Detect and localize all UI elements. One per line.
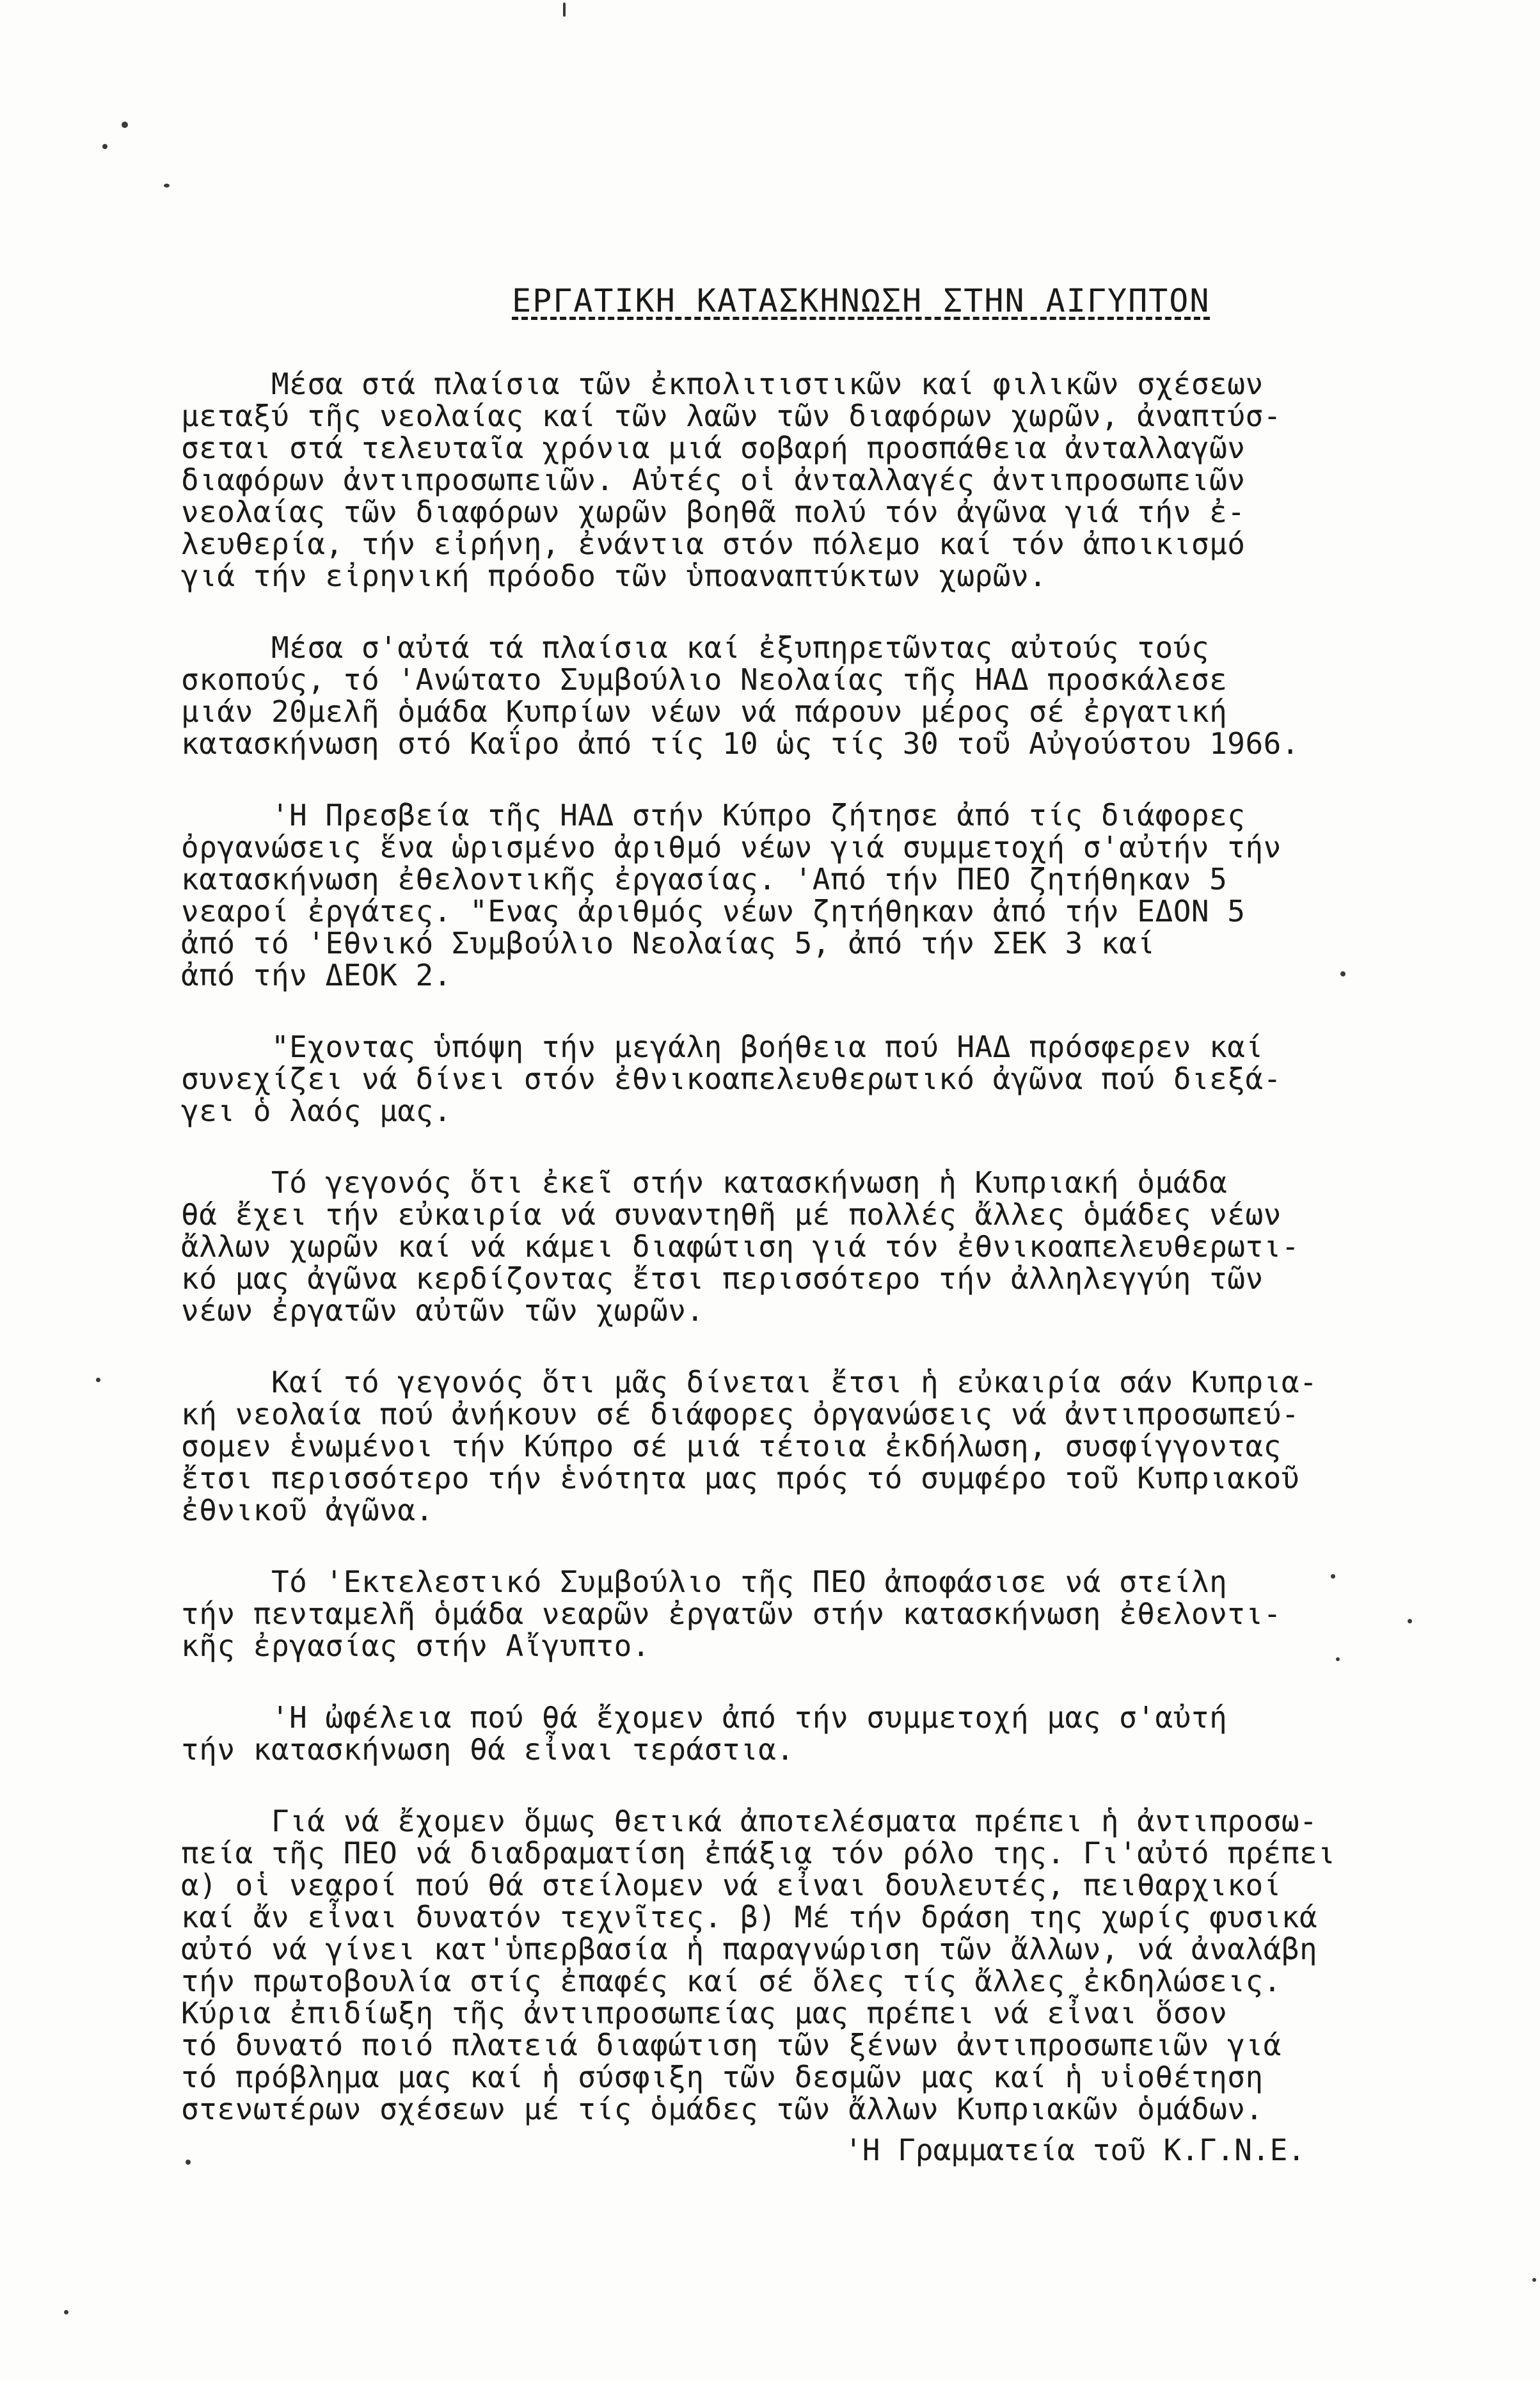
text-line: σομεν ἑνωμένοι τήν Κύπρο σέ μιά τέτοια ἐκδήλωση, συσφίγγοντας [181,1429,1282,1463]
text-line: κῆς ἐργασίας στήν Αἴγυπτο. [181,1628,651,1663]
text-line: ἀπό τήν ΔΕΟΚ 2. [181,958,452,992]
text-line: τήν πενταμελῆ ὁμάδα νεαρῶν ἐργατῶν στήν κατασκήνωση ἐθελοντι- [181,1597,1282,1631]
text-line: κατασκήνωση στό Καΐρο ἀπό τίς 10 ὡς τίς 30 τοῦ Αὐγούστου 1966. [181,726,1300,761]
text-line: 'Η Πρεσβεία τῆς ΗΑΔ στήν Κύπρο ζήτησε ἀπό τίς διάφορες [181,798,1246,832]
scan-speck [186,2160,191,2165]
paragraph [181,1805,1435,2125]
text-line: Μέσα στά πλαίσια τῶν ἐκπολιτιστικῶν καί φιλικῶν σχέσεων [181,367,1264,401]
text-line: γει ὁ λαός μας. [181,1094,452,1128]
text-line: 'Η ὠφέλεια πού θά ἔχομεν ἀπό τήν συμμετοχή μας σ'αὐτή [181,1700,1228,1735]
scan-speck [1408,1619,1412,1623]
text-line: συνεχίζει νά δίνει στόν ἐθνικοαπελευθερωτικό ἀγῶνα πού διεξά- [181,1062,1282,1096]
text-line: κή νεολαία πού ἀνήκουν σέ διάφορες ὀργανώσεις νά ἀντιπροσωπεύ- [181,1397,1300,1431]
paragraph [181,632,1435,760]
document-body [181,368,1435,2165]
text-line: γιά τήν εἰρηνική πρόοδο τῶν ὑποαναπτύκτων χωρῶν. [181,559,1047,593]
paragraph [181,799,1435,991]
scan-speck [102,144,107,149]
scan-speck [563,3,566,17]
signature: 'Η Γραμματεία τοῦ Κ.Γ.Ν.Ε. [845,2133,1306,2167]
text-line: λευθερία, τήν εἰρήνη, ἐνάντια στόν πόλεμο καί τόν ἀποικισμό [181,527,1246,561]
text-line: θά ἔχει τήν εὐκαιρία νά συναντηθῆ μέ πολλές ἄλλες ὁμάδες νέων [181,1197,1282,1232]
paragraph [181,1701,1435,1765]
text-line: Κύρια ἐπιδίωξη τῆς ἀντιπροσωπείας μας πρέπει νά εἶναι ὅσον [181,1996,1228,2030]
text-line: τό πρόβλημα μας καί ἡ σύσφιξη τῶν δεσμῶν μας καί ἡ υἱοθέτηση [181,2060,1264,2094]
text-line: ἔτσι περισσότερο τήν ἑνότητα μας πρός τό συμφέρο τοῦ Κυπριακοῦ [181,1461,1300,1495]
text-line: σεται στά τελευταῖα χρόνια μιά σοβαρή προσπάθεια ἀνταλλαγῶν [181,431,1246,465]
text-line: μεταξύ τῆς νεολαίας καί τῶν λαῶν τῶν διαφόρων χωρῶν, ἀναπτύσ- [181,399,1282,433]
scan-speck [1340,971,1346,976]
paragraph [181,368,1435,592]
text-line: κό μας ἀγῶνα κερδίζοντας ἔτσι περισσότερο τήν ἀλληλεγγύη τῶν [181,1261,1264,1296]
text-line: νεαροί ἐργάτες. "Ενας ἀριθμός νέων ζητήθηκαν ἀπό τήν ΕΔΟΝ 5 [181,894,1246,928]
text-line: μιάν 20μελῆ ὁμάδα Κυπρίων νέων νά πάρουν μέρος σέ ἐργατική [181,694,1228,729]
paragraph [181,1031,1435,1127]
text-line: ἀπό τό 'Εθνικό Συμβούλιο Νεολαίας 5, ἀπό τήν ΣΕΚ 3 καί [181,926,1155,960]
text-line: αὐτό νά γίνει κατ'ὑπερβασία ἡ παραγνώριση τῶν ἄλλων, νά ἀναλάβη [181,1932,1318,1966]
text-line: σκοπούς, τό 'Ανώτατο Συμβούλιο Νεολαίας τῆς ΗΑΔ προσκάλεσε [181,662,1228,697]
scan-speck [1336,1657,1340,1661]
scan-speck [164,184,170,187]
text-line: α) οἱ νεαροί πού θά στείλομεν νά εἶναι δουλευτές, πειθαρχικοί [181,1868,1282,1902]
text-line: Μέσα σ'αὐτά τά πλαίσια καί ἐξυπηρετῶντας αὐτούς τούς [181,630,1210,665]
text-line: ὀργανώσεις ἕνα ὡρισμένο ἀριθμό νέων γιά συμμετοχή σ'αὐτήν τήν [181,830,1282,864]
paragraph [181,1566,1435,1662]
scan-speck [1331,1574,1335,1579]
text-line: τήν πρωτοβουλία στίς ἐπαφές καί σέ ὅλες τίς ἄλλες ἐκδηλώσεις. [181,1964,1282,1998]
text-line: νεολαίας τῶν διαφόρων χωρῶν βοηθᾶ πολύ τόν ἀγῶνα γιά τήν ἐ- [181,495,1246,529]
scan-speck [64,2310,68,2314]
text-line: στενωτέρων σχέσεων μέ τίς ὁμάδες τῶν ἄλλων Κυπριακῶν ὁμάδων. [181,2092,1264,2126]
scan-speck [122,122,128,128]
text-line: πεία τῆς ΠΕΟ νά διαδραματίση ἐπάξια τόν ρόλο της. Γι'αὐτό πρέπει [181,1836,1336,1870]
text-line: Γιά νά ἔχομεν ὅμως θετικά ἀποτελέσματα πρέπει ἡ ἀντιπροσω- [181,1804,1318,1838]
scan-speck [1532,2278,1536,2282]
text-line: νέων ἐργατῶν αὐτῶν τῶν χωρῶν. [181,1293,704,1328]
text-line: ἐθνικοῦ ἀγῶνα. [181,1493,434,1527]
paragraph [181,1167,1435,1326]
text-line: διαφόρων ἀντιπροσωπειῶν. Αὐτές οἱ ἀνταλλαγές ἀντιπροσωπειῶν [181,463,1246,497]
paragraph [181,1366,1435,1526]
document-title: ΕΡΓΑΤΙΚΗ ΚΑΤΑΣΚΗΝΩΣΗ ΣΤΗΝ ΑΙΓΥΠΤΟΝ [512,282,1211,319]
text-line: Καί τό γεγονός ὅτι μᾶς δίνεται ἔτσι ἡ εὐκαιρία σάν Κυπρια- [181,1365,1318,1399]
text-line: κατασκήνωση ἐθελοντικῆς ἐργασίας. 'Από τήν ΠΕΟ ζητήθηκαν 5 [181,862,1228,896]
text-line: ἄλλων χωρῶν καί νά κάμει διαφώτιση γιά τόν ἐθνικοαπελευθερωτι- [181,1229,1300,1264]
text-line: τήν κατασκήνωση θά εἶναι τεράστια. [181,1732,795,1767]
scan-speck [96,1378,100,1382]
text-line: Τό γεγονός ὅτι ἐκεῖ στήν κατασκήνωση ἡ Κυπριακή ὁμάδα [181,1165,1228,1200]
text-line: καί ἄν εἶναι δυνατόν τεχνῖτες. β) Μέ τήν δράση της χωρίς φυσικά [181,1900,1318,1934]
text-line: "Εχοντας ὑπόψη τήν μεγάλη βοήθεια πού ΗΑΔ πρόσφερεν καί [181,1030,1264,1064]
text-line: τό δυνατό ποιό πλατειά διαφώτιση τῶν ξένων ἀντιπροσωπειῶν γιά [181,2028,1282,2062]
text-line: Τό 'Εκτελεστικό Συμβούλιο τῆς ΠΕΟ ἀποφάσισε νά στείλη [181,1565,1228,1599]
